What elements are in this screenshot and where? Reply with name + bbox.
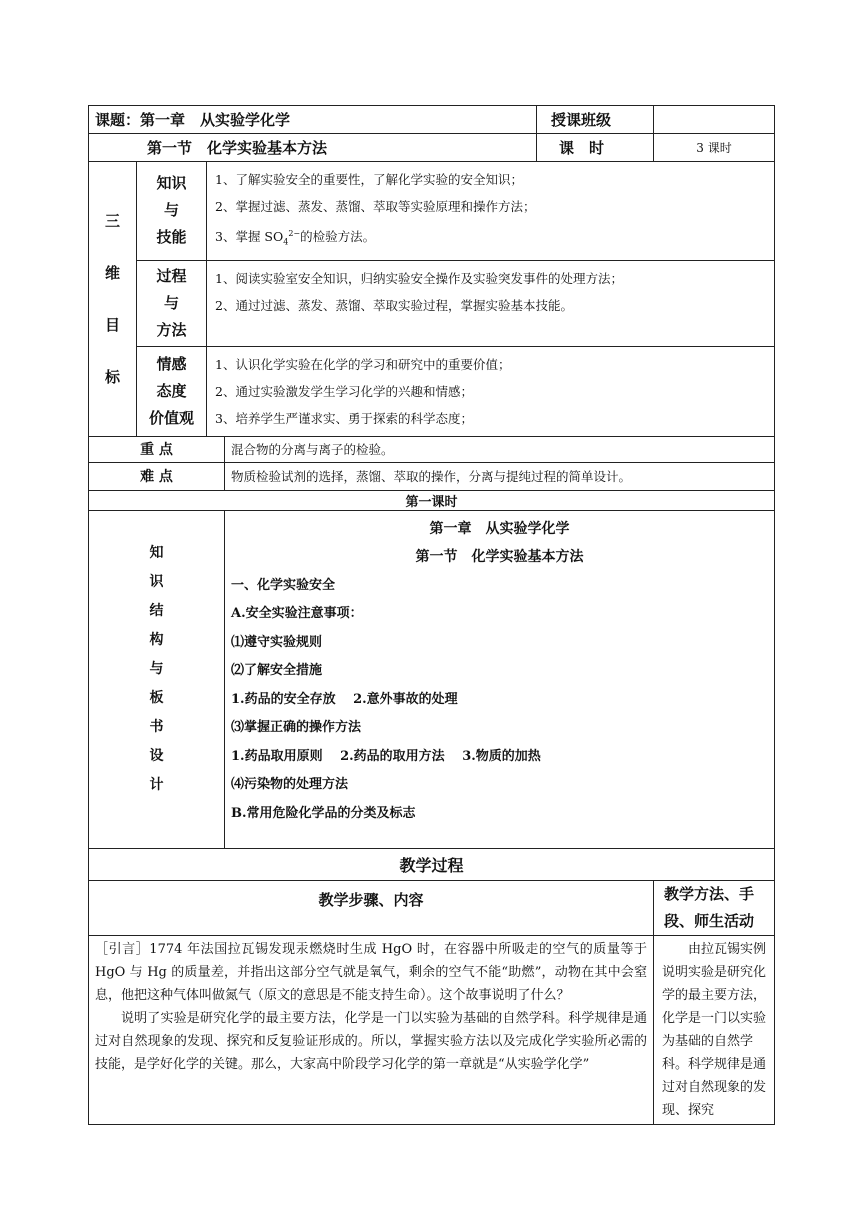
process-item: 2、通过过滤、蒸发、蒸馏、萃取实验过程，掌握实验基本技能。 — [215, 297, 573, 313]
difficulty-text: 物质检验试剂的选择，蒸馏、萃取的操作，分离与提纯过程的简单设计。 — [225, 462, 775, 490]
sulfate-subscript: 4 — [283, 237, 289, 247]
lesson-plan-table — [88, 105, 775, 1125]
intro-tag: ［引言］ — [95, 941, 150, 957]
knowledge-label-part: 与 — [163, 201, 179, 220]
process-label-part: 方法 — [156, 320, 187, 339]
board-label — [89, 510, 225, 848]
knowledge-item — [215, 220, 766, 256]
col-methods-line: 教学方法、手 — [664, 884, 755, 903]
objectives-char: 目 — [104, 315, 120, 334]
emotion-items — [207, 346, 775, 436]
board-line: ⑷污染物的处理方法 — [231, 777, 349, 793]
board-line: 一、化学实验安全 — [231, 577, 336, 593]
board-label-char: 计 — [149, 776, 164, 793]
intro-paragraph — [95, 938, 647, 1007]
process-label — [137, 260, 207, 346]
key-point-label: 重 点 — [89, 436, 225, 462]
board-label-char: 识 — [149, 573, 164, 590]
board-line: ⑶掌握正确的操作方法 — [231, 720, 362, 736]
board-line: 1.药品取用原则 2.药品的取用方法 3.物质的加热 — [231, 748, 541, 764]
board-label-char: 构 — [149, 631, 164, 648]
process-label-part: 过程 — [156, 266, 187, 285]
emotion-item: 2、通过实验激发学生学习化学的兴趣和情感； — [215, 383, 473, 399]
lesson-plan-sheet — [88, 105, 774, 1125]
emotion-label-part: 态度 — [156, 381, 187, 400]
col-steps-header: 教学步骤、内容 — [89, 880, 654, 935]
board-chapter: 第一章 从实验学化学 — [429, 520, 570, 537]
board-label-char: 结 — [149, 602, 164, 619]
board-label-char: 板 — [149, 689, 164, 706]
knowledge-item-prefix: 3、掌握 SO — [215, 229, 284, 245]
objectives-char: 三 — [104, 211, 120, 230]
knowledge-item-suffix: 的检验方法。 — [300, 229, 376, 245]
board-line: ⑴遵守实验规则 — [231, 634, 323, 650]
objectives-char: 标 — [104, 367, 120, 386]
board-line: B.常用危险化学品的分类及标志 — [231, 805, 416, 821]
board-content — [225, 510, 775, 848]
difficulty-label: 难 点 — [89, 462, 225, 490]
board-label-char: 知 — [149, 544, 164, 561]
emotion-label — [137, 346, 207, 436]
period-value: 3 课时 — [654, 134, 775, 162]
section-title: 第一节 化学实验基本方法 — [89, 134, 537, 162]
sulfate-charge: 2− — [288, 229, 301, 238]
emotion-label-part: 价值观 — [148, 408, 194, 427]
knowledge-item: 1、了解实验安全的重要性，了解化学实验的安全知识； — [215, 172, 523, 187]
key-point-text: 混合物的分离与离子的检验。 — [225, 436, 775, 462]
board-section: 第一节 化学实验基本方法 — [415, 549, 584, 566]
class-value — [654, 106, 775, 134]
emotion-item: 1、认识化学实验在化学的学习和研究中的重要价值； — [215, 356, 511, 372]
class-label: 授课班级 — [537, 106, 654, 134]
board-label-char: 设 — [149, 747, 164, 764]
topic-title: 课题：第一章 从实验学化学 — [89, 106, 537, 134]
board-label-char: 与 — [149, 660, 164, 677]
emotion-label-part: 情感 — [156, 354, 187, 373]
board-label-char: 书 — [149, 718, 164, 735]
knowledge-label-part: 技能 — [156, 228, 187, 247]
intro-text: 1774 年法国拉瓦锡发现汞燃烧时生成 HgO 时，在容器中所吸走的空气的质量等于 HgO 与 Hg 的质量差，并指出这部分空气就是氧气，剩余的空气不能“助燃”，动物在其中会窒息，他把这种气体叫做氮气（原文的意思是不能支持生命）。这个故事说明了什么？ — [95, 941, 648, 1003]
objectives-char: 维 — [104, 263, 120, 282]
side-note: 由拉瓦锡实例说明实验是研究化学的最主要方法，化学是一门以实验为基础的自然学科。科学规律是通过对自然现象的发现、探究 — [654, 935, 775, 1124]
process-label-part: 与 — [163, 293, 179, 312]
explanation-paragraph: 说明了实验是研究化学的最主要方法，化学是一门以实验为基础的自然学科。科学规律是通过对自然现象的发现、探究和反复验证形成的。所以，掌握实验方法以及完成化学实验所必需的技能，是学好化学的关键。那么，大家高中阶段学习化学的第一章就是“从实验学化学” — [95, 1010, 648, 1072]
board-line: ⑵了解安全措施 — [231, 663, 323, 679]
knowledge-items — [207, 162, 775, 261]
process-title: 教学过程 — [89, 848, 775, 880]
board-line: A.安全实验注意事项： — [231, 606, 363, 622]
emotion-item: 3、培养学生严谨求实、勇于探索的科学态度； — [215, 410, 473, 426]
knowledge-label — [137, 162, 207, 261]
intro-paragraph-cell — [89, 935, 654, 1124]
process-items — [207, 260, 775, 346]
col-methods-line: 段、师生活动 — [664, 911, 755, 930]
lesson-title: 第一课时 — [89, 490, 775, 510]
process-item: 1、阅读实验室安全知识，归纳实验安全操作及实验突发事件的处理方法； — [215, 270, 623, 286]
board-line: 1.药品的安全存放 2.意外事故的处理 — [231, 691, 458, 707]
col-methods-header — [654, 880, 775, 935]
period-label: 课 时 — [537, 134, 654, 162]
knowledge-label-part: 知识 — [156, 174, 187, 193]
knowledge-item: 2、掌握过滤、蒸发、蒸馏、萃取等实验原理和操作方法； — [215, 199, 536, 214]
objectives-group-label — [89, 162, 137, 437]
